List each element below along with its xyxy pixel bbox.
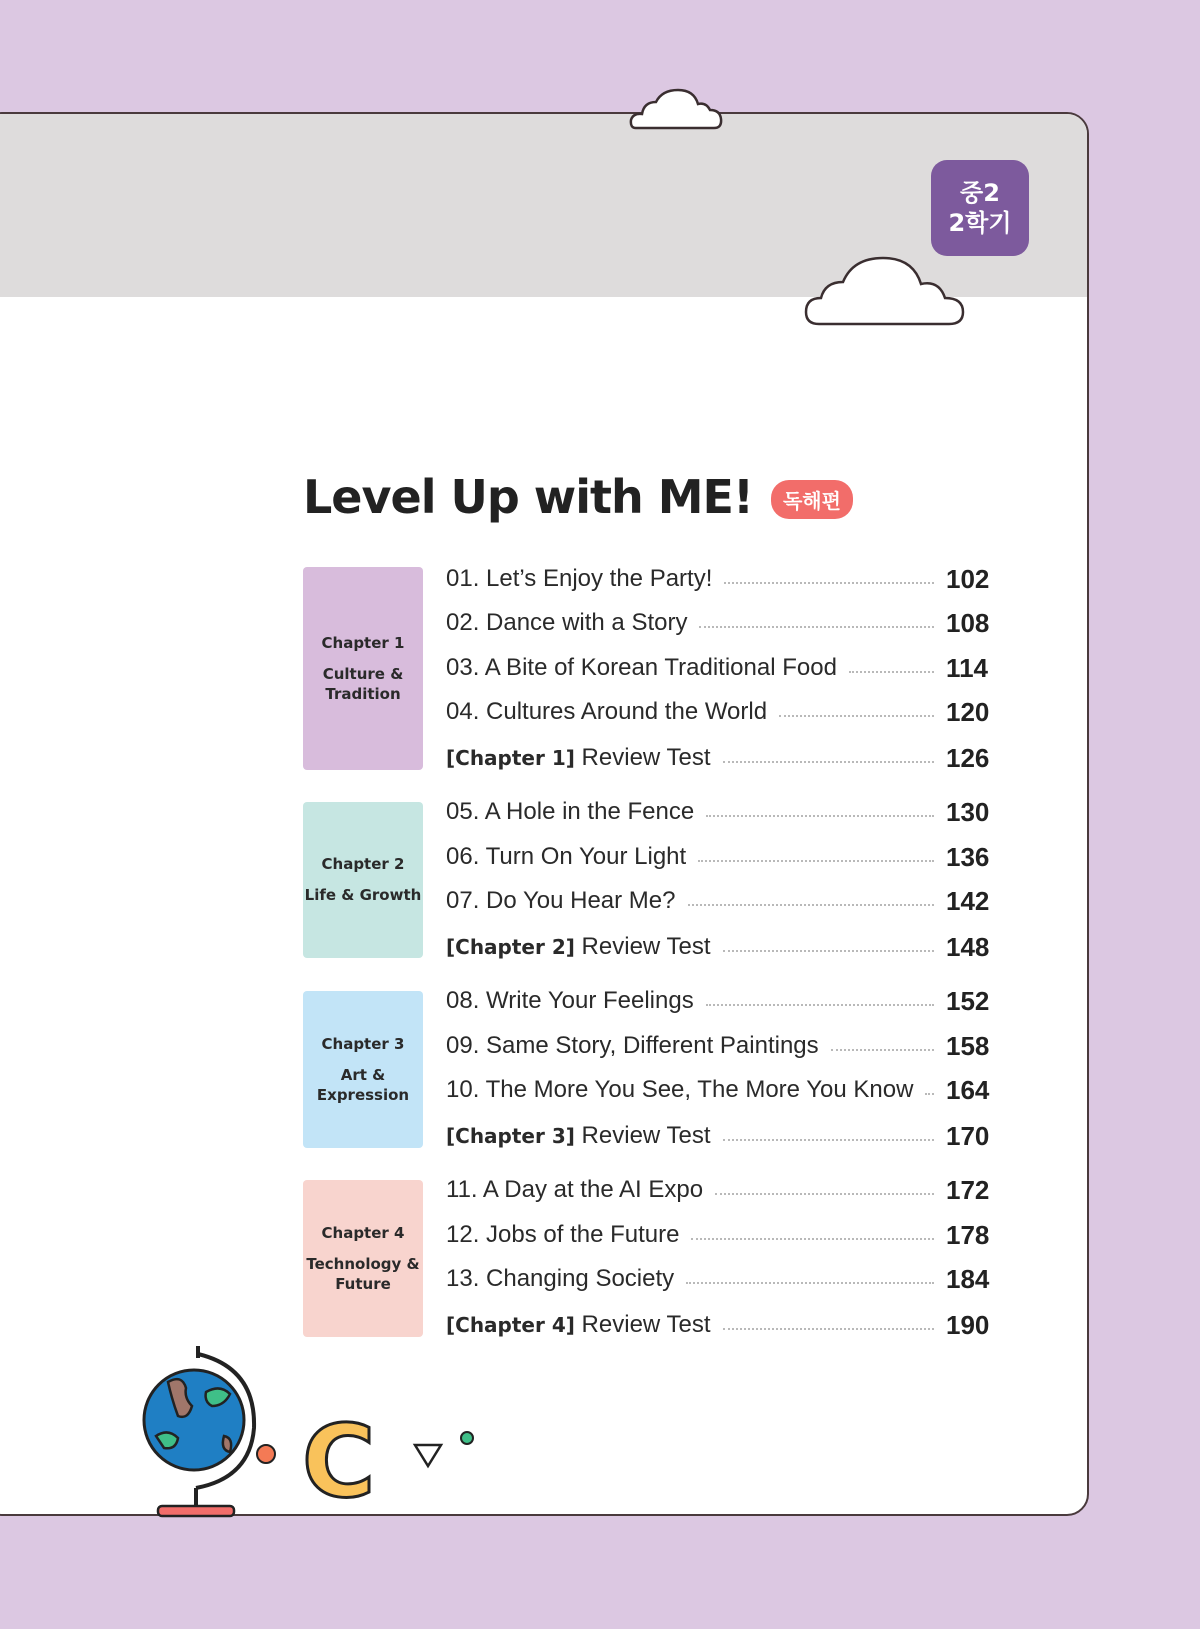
entry-title	[446, 1122, 711, 1150]
chapter-number: Chapter 3	[321, 1034, 405, 1053]
entry-title	[446, 1311, 711, 1339]
review-prefix: [Chapter 2]	[446, 935, 575, 959]
entry-title: 04. Cultures Around the World	[446, 698, 768, 725]
toc-entry-review[interactable]	[446, 927, 988, 967]
toc-entry[interactable]	[446, 1070, 988, 1110]
review-prefix: [Chapter 4]	[446, 1313, 575, 1337]
page-number: 120	[946, 696, 990, 727]
entry-title	[446, 933, 711, 961]
chapter-number: Chapter 2	[321, 855, 405, 873]
entry-title: 07. Do You Hear Me?	[446, 887, 676, 914]
entry-title: 08. Write Your Feelings	[446, 987, 694, 1014]
title-row	[303, 470, 853, 524]
leader-dots	[723, 1139, 935, 1141]
review-label: Review Test	[574, 1122, 711, 1149]
grade-badge	[931, 160, 1029, 256]
page-title: Level Up with ME!	[303, 470, 753, 524]
chapter-number: Chapter 1	[321, 633, 405, 652]
toc-entry-review[interactable]	[446, 738, 988, 778]
triangle-icon	[412, 1440, 444, 1470]
entry-title: 01. Let’s Enjoy the Party!	[446, 565, 713, 592]
cloud-icon-right	[803, 254, 967, 328]
page-number: 114	[946, 652, 988, 683]
leader-dots	[779, 715, 934, 717]
page-number: 152	[946, 985, 990, 1016]
page-number: 136	[946, 841, 990, 872]
leader-dots	[691, 1238, 934, 1240]
page-number: 172	[946, 1174, 990, 1205]
toc-entry[interactable]	[446, 603, 988, 643]
chapter-box-2	[303, 802, 423, 958]
page-number: 130	[946, 796, 990, 827]
chapter-box-4	[303, 1180, 423, 1337]
leader-dots	[698, 860, 934, 862]
leader-dots	[724, 582, 934, 584]
page-number: 158	[946, 1030, 990, 1061]
leader-dots	[723, 1328, 935, 1330]
toc-entry[interactable]	[446, 792, 988, 832]
entry-title: 13. Changing Society	[446, 1265, 675, 1292]
letter-c-icon	[294, 1408, 384, 1508]
letter-c: C	[302, 1408, 376, 1508]
toc-entry[interactable]	[446, 881, 988, 921]
leader-dots	[688, 904, 935, 906]
leader-dots	[715, 1193, 934, 1195]
chapter-number: Chapter 4	[321, 1223, 405, 1242]
leader-dots	[723, 950, 935, 952]
grade-badge-line1: 중2	[960, 179, 1000, 207]
review-prefix: [Chapter 1]	[446, 746, 575, 770]
globe-icon	[138, 1340, 268, 1520]
entry-title: 11. A Day at the AI Expo	[446, 1176, 704, 1203]
page-number: 164	[946, 1074, 990, 1105]
page-number: 102	[946, 563, 990, 594]
entry-title: 05. A Hole in the Fence	[446, 798, 695, 825]
page-number: 126	[946, 742, 990, 773]
review-prefix: [Chapter 3]	[446, 1124, 575, 1148]
entry-title: 10. The More You See, The More You Know	[446, 1076, 914, 1103]
page-number: 178	[946, 1219, 990, 1250]
page-number: 108	[946, 607, 990, 638]
chapter-name: Art & Expression	[316, 1065, 410, 1104]
review-label: Review Test	[574, 744, 711, 771]
page-number: 142	[946, 885, 990, 916]
chapter-name: Life & Growth	[304, 886, 422, 904]
leader-dots	[723, 761, 935, 763]
toc-entry[interactable]	[446, 981, 988, 1021]
entry-title: 03. A Bite of Korean Traditional Food	[446, 654, 837, 681]
section-tag: 독해편	[771, 480, 853, 519]
review-label: Review Test	[574, 933, 711, 960]
toc-entry[interactable]	[446, 837, 988, 877]
dot-icon-green	[458, 1429, 476, 1447]
entry-title: 06. Turn On Your Light	[446, 843, 687, 870]
entry-title: 09. Same Story, Different Paintings	[446, 1032, 819, 1059]
leader-dots	[849, 671, 934, 673]
leader-dots	[699, 626, 934, 628]
dot-icon-orange	[254, 1442, 278, 1466]
toc-entry-review[interactable]	[446, 1116, 988, 1156]
toc-entry[interactable]	[446, 559, 988, 599]
page-number: 170	[946, 1120, 990, 1151]
toc-entry-review[interactable]	[446, 1305, 988, 1345]
chapter-box-3	[303, 991, 423, 1148]
chapter-name: Technology & Future	[306, 1254, 420, 1293]
leader-dots	[706, 815, 934, 817]
chapter-name: Culture & Tradition	[322, 664, 404, 703]
review-label: Review Test	[574, 1311, 711, 1338]
page-number: 184	[946, 1263, 990, 1294]
toc-entry[interactable]	[446, 1215, 988, 1255]
toc-entry[interactable]	[446, 1259, 988, 1299]
entry-title	[446, 744, 711, 772]
leader-dots	[831, 1049, 934, 1051]
entry-title: 12. Jobs of the Future	[446, 1221, 680, 1248]
leader-dots	[686, 1282, 934, 1284]
leader-dots	[706, 1004, 934, 1006]
page-number: 148	[946, 931, 990, 962]
grade-badge-line2: 2학기	[948, 209, 1012, 237]
toc-entry[interactable]	[446, 1026, 988, 1066]
cloud-icon-top	[628, 86, 728, 131]
chapter-box-1	[303, 567, 423, 770]
toc-entry[interactable]	[446, 1170, 988, 1210]
page-number: 190	[946, 1309, 990, 1340]
toc-entry[interactable]	[446, 692, 988, 732]
leader-dots	[925, 1093, 934, 1095]
entry-title: 02. Dance with a Story	[446, 609, 688, 636]
toc-entry[interactable]	[446, 648, 988, 688]
